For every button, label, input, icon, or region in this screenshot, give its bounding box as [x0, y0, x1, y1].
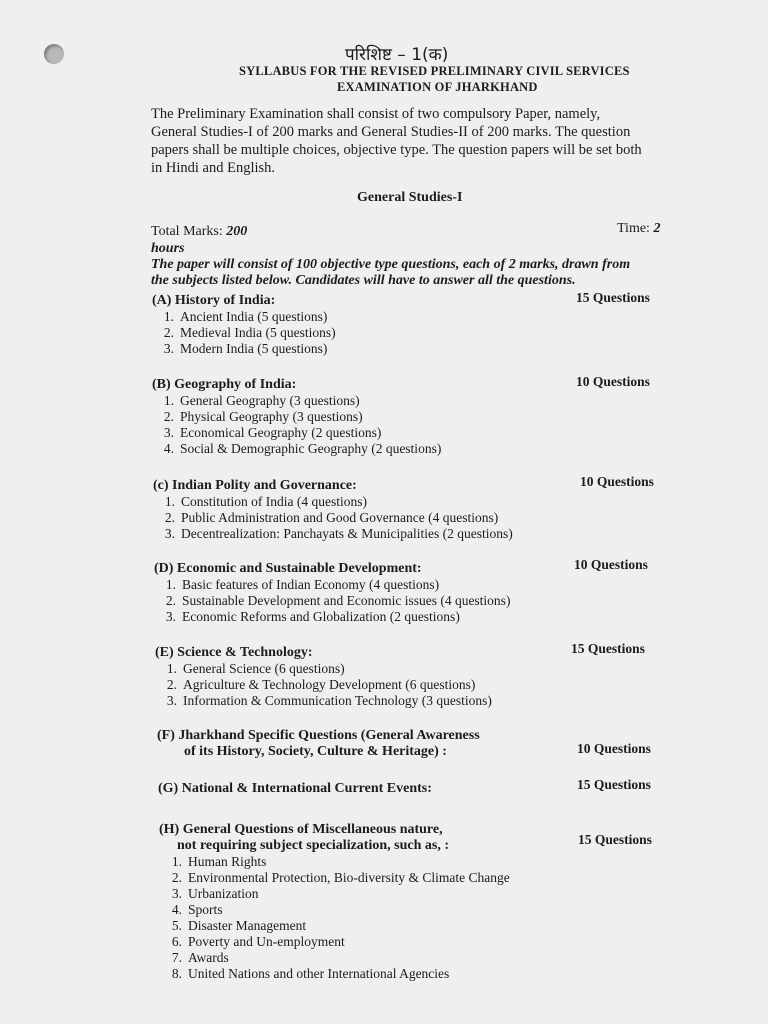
list-item: 3. Modern India (5 questions) — [163, 341, 328, 356]
list-item: 3. Decentrealization: Panchayats & Municipalities (2 questions) — [164, 526, 513, 541]
section-d-list — [154, 577, 510, 625]
section-b-title: (B) Geography of India: — [152, 377, 297, 392]
section-d-count: 10 Questions — [574, 557, 648, 572]
section-a-list — [152, 309, 336, 357]
punch-hole — [44, 44, 64, 64]
section-f-title-line-1: (F) Jharkhand Specific Questions (General Awareness — [157, 728, 480, 743]
list-item: 2. Medieval India (5 questions) — [163, 325, 336, 340]
list-item: 1. Constitution of India (4 questions) — [164, 494, 367, 509]
section-e-count: 15 Questions — [571, 641, 645, 656]
list-item: 4. Social & Demographic Geography (2 questions) — [163, 441, 442, 456]
section-e-title: (E) Science & Technology: — [155, 645, 313, 660]
list-item: 2. Agriculture & Technology Development (6 questions) — [166, 677, 476, 692]
paper-title: General Studies-I — [357, 190, 463, 205]
section-e-list — [155, 661, 492, 709]
intro-paragraph — [151, 105, 642, 177]
list-item: 5. Disaster Management — [171, 918, 307, 933]
section-h-list — [160, 854, 510, 982]
section-h-title-line-1: (H) General Questions of Miscellaneous nature, — [159, 822, 443, 837]
instructions — [151, 257, 630, 289]
section-f-title — [157, 728, 480, 760]
intro-line: The Preliminary Examination shall consist of two compulsory Paper, namely, — [151, 106, 601, 122]
list-item: 3. Economical Geography (2 questions) — [163, 425, 382, 440]
list-item: 3. Information & Communication Technology (3 questions) — [166, 693, 492, 708]
section-g-title: (G) National & International Current Events: — [158, 781, 432, 796]
total-marks — [151, 224, 247, 240]
list-item: 4. Sports — [171, 902, 223, 917]
total-marks-label: Total Marks: — [151, 224, 223, 239]
section-h-title-line-2: not requiring subject specialization, such as, : — [177, 838, 449, 853]
list-item: 2. Environmental Protection, Bio-diversity & Climate Change — [171, 870, 510, 885]
section-h-title — [159, 822, 449, 854]
list-item: 1. General Geography (3 questions) — [163, 393, 360, 408]
list-item: 1. Human Rights — [171, 854, 267, 869]
list-item: 1. Ancient India (5 questions) — [163, 309, 328, 324]
heading-line-2: EXAMINATION OF JHARKHAND — [337, 80, 538, 94]
instruction-line: the subjects listed below. Candidates will have to answer all the questions. — [151, 273, 576, 288]
list-item: 1. Basic features of Indian Economy (4 questions) — [165, 577, 440, 592]
section-d-title: (D) Economic and Sustainable Development: — [154, 561, 422, 576]
list-item: 2. Public Administration and Good Governance (4 questions) — [164, 510, 499, 525]
appendix-title: परिशिष्ट – 1(क) — [345, 45, 449, 65]
time-label: Time: — [617, 221, 650, 236]
time-value: 2 — [653, 221, 661, 236]
list-item: 3. Urbanization — [171, 886, 259, 901]
list-item: 2. Physical Geography (3 questions) — [163, 409, 363, 424]
section-a-count: 15 Questions — [576, 290, 650, 305]
time-unit: hours — [151, 241, 185, 256]
intro-line: in Hindi and English. — [151, 160, 276, 176]
intro-line: General Studies-I of 200 marks and General Studies-II of 200 marks. The question — [151, 124, 631, 140]
heading-line-1: SYLLABUS FOR THE REVISED PRELIMINARY CIVIL SERVICES — [239, 64, 630, 78]
list-item: 6. Poverty and Un-employment — [171, 934, 345, 949]
list-item: 1. General Science (6 questions) — [166, 661, 345, 676]
section-c-title: (c) Indian Polity and Governance: — [153, 478, 357, 493]
section-h-count: 15 Questions — [578, 832, 652, 847]
section-c-count: 10 Questions — [580, 474, 654, 489]
list-item: 7. Awards — [171, 950, 229, 965]
list-item: 2. Sustainable Development and Economic issues (4 questions) — [165, 593, 511, 608]
list-item: 3. Economic Reforms and Globalization (2 questions) — [165, 609, 460, 624]
section-g-count: 15 Questions — [577, 777, 651, 792]
section-f-count: 10 Questions — [577, 741, 651, 756]
instruction-line: The paper will consist of 100 objective type questions, each of 2 marks, drawn from — [151, 257, 631, 272]
intro-line: papers shall be multiple choices, objective type. The question papers will be set both — [151, 142, 642, 158]
section-b-count: 10 Questions — [576, 374, 650, 389]
section-c-list — [153, 494, 513, 542]
list-item: 8. United Nations and other International Agencies — [171, 966, 450, 981]
time — [617, 221, 660, 237]
section-a-title: (A) History of India: — [152, 293, 276, 308]
total-marks-value: 200 — [226, 224, 248, 239]
section-f-title-line-2: of its History, Society, Culture & Heritage) : — [184, 744, 447, 759]
section-b-list — [152, 393, 441, 457]
